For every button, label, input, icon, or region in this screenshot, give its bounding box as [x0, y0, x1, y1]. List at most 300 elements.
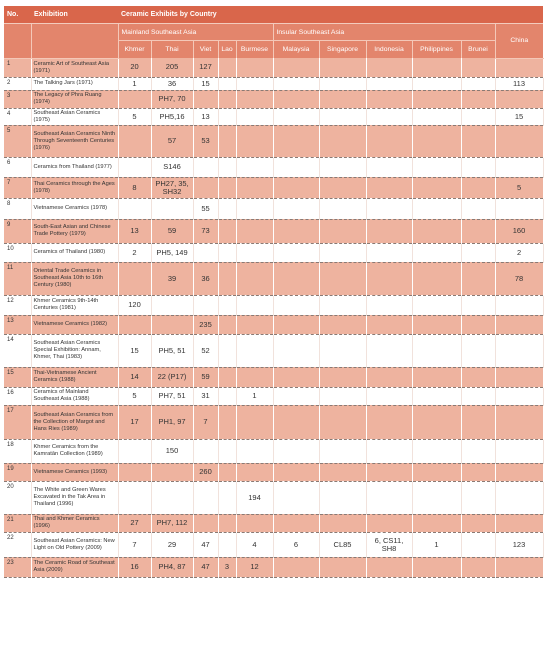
exhibit-count-cell: 12: [236, 557, 273, 577]
exhibit-count-cell: [495, 481, 543, 514]
exhibit-count-cell: [273, 243, 319, 262]
exhibit-count-cell: [319, 90, 366, 108]
exhibit-count-cell: [218, 262, 236, 295]
row-number: 18: [4, 439, 31, 463]
exhibit-count-cell: 205: [151, 58, 193, 77]
table-row: [4, 198, 543, 219]
exhibit-count-cell: [461, 295, 495, 315]
exhibit-count-cell: [366, 295, 412, 315]
exhibit-count-cell: [461, 77, 495, 90]
exhibit-count-cell: 123: [495, 532, 543, 557]
exhibit-count-cell: [218, 219, 236, 243]
exhibit-count-cell: 17: [118, 405, 151, 439]
exhibit-count-cell: [495, 514, 543, 532]
exhibit-count-cell: [461, 481, 495, 514]
exhibit-count-cell: [461, 219, 495, 243]
exhibit-count-cell: 13: [118, 219, 151, 243]
table-row: [4, 557, 543, 577]
exhibition-name: Ceramic Art of Southeast Asia (1971): [31, 58, 118, 77]
exhibition-name: The Ceramic Road of Southeast Asia (2009): [31, 557, 118, 577]
exhibit-count-cell: [319, 198, 366, 219]
exhibit-count-cell: 6, CS11, SH8: [366, 532, 412, 557]
table-row: [4, 514, 543, 532]
exhibit-count-cell: [461, 108, 495, 125]
exhibit-count-cell: [412, 125, 461, 157]
exhibit-count-cell: [366, 157, 412, 177]
exhibit-count-cell: 8: [118, 177, 151, 198]
exhibit-count-cell: [366, 315, 412, 334]
exhibit-count-cell: [236, 262, 273, 295]
exhibit-count-cell: [366, 177, 412, 198]
ceramic-exhibits-table: [4, 6, 544, 578]
exhibit-count-cell: [236, 90, 273, 108]
exhibit-count-cell: [366, 77, 412, 90]
exhibit-count-cell: [412, 58, 461, 77]
exhibit-count-cell: [151, 198, 193, 219]
exhibit-count-cell: [366, 198, 412, 219]
exhibit-count-cell: [319, 557, 366, 577]
exhibit-count-cell: [118, 315, 151, 334]
exhibit-count-cell: [412, 367, 461, 387]
exhibit-count-cell: 7: [118, 532, 151, 557]
header-country: Lao: [218, 41, 236, 59]
exhibit-count-cell: 194: [236, 481, 273, 514]
exhibit-count-cell: 5: [495, 177, 543, 198]
exhibit-count-cell: [236, 514, 273, 532]
exhibit-count-cell: 16: [118, 557, 151, 577]
exhibit-count-cell: [118, 481, 151, 514]
exhibit-count-cell: 2: [118, 243, 151, 262]
table-row: [4, 481, 543, 514]
exhibition-name: Southeast Asian Ceramics Special Exhibition: Annam, Khmer, Thai (1983): [31, 334, 118, 367]
exhibit-count-cell: 39: [151, 262, 193, 295]
exhibition-name: Thai-Vietnamese Ancient Ceramics (1988): [31, 367, 118, 387]
header-china: China: [495, 24, 543, 59]
exhibit-count-cell: [495, 439, 543, 463]
exhibit-count-cell: [236, 177, 273, 198]
exhibit-count-cell: [319, 405, 366, 439]
exhibit-count-cell: [319, 439, 366, 463]
row-number: 12: [4, 295, 31, 315]
exhibit-count-cell: 13: [193, 108, 218, 125]
exhibit-count-cell: 59: [151, 219, 193, 243]
exhibit-count-cell: [319, 262, 366, 295]
exhibit-count-cell: [236, 405, 273, 439]
exhibit-count-cell: 27: [118, 514, 151, 532]
exhibit-count-cell: [236, 125, 273, 157]
exhibit-count-cell: [412, 243, 461, 262]
exhibit-count-cell: [236, 243, 273, 262]
exhibit-count-cell: 52: [193, 334, 218, 367]
exhibit-count-cell: [236, 77, 273, 90]
exhibit-count-cell: [461, 90, 495, 108]
header-no-spacer: [4, 24, 31, 59]
exhibit-count-cell: 78: [495, 262, 543, 295]
exhibit-count-cell: [495, 125, 543, 157]
exhibit-count-cell: [366, 90, 412, 108]
exhibit-count-cell: [218, 243, 236, 262]
header-country: Philippines: [412, 41, 461, 59]
row-number: 4: [4, 108, 31, 125]
exhibit-count-cell: [366, 125, 412, 157]
exhibit-count-cell: [366, 219, 412, 243]
table-row: [4, 58, 543, 77]
table-container: [4, 6, 544, 578]
exhibit-count-cell: 1: [118, 77, 151, 90]
row-number: 19: [4, 463, 31, 481]
exhibition-name: Ceramics of Mainland Southeast Asia (1988): [31, 387, 118, 405]
exhibit-count-cell: [218, 439, 236, 463]
exhibit-count-cell: [273, 334, 319, 367]
row-number: 21: [4, 514, 31, 532]
exhibit-count-cell: PH1, 97: [151, 405, 193, 439]
exhibit-count-cell: PH7, 70: [151, 90, 193, 108]
exhibit-count-cell: [218, 387, 236, 405]
exhibit-count-cell: 14: [118, 367, 151, 387]
exhibit-count-cell: [412, 108, 461, 125]
exhibit-count-cell: [366, 439, 412, 463]
exhibit-count-cell: [319, 295, 366, 315]
table-row: [4, 262, 543, 295]
exhibit-count-cell: [319, 334, 366, 367]
exhibit-count-cell: S146: [151, 157, 193, 177]
exhibit-count-cell: [273, 557, 319, 577]
header-country: Brunei: [461, 41, 495, 59]
exhibition-name: Southeast Asian Ceramics Ninth Through Seventeenth Centuries (1976): [31, 125, 118, 157]
exhibit-count-cell: [412, 219, 461, 243]
exhibit-count-cell: [366, 243, 412, 262]
exhibit-count-cell: 47: [193, 557, 218, 577]
exhibit-count-cell: [412, 481, 461, 514]
exhibit-count-cell: [412, 334, 461, 367]
exhibit-count-cell: [461, 334, 495, 367]
exhibit-count-cell: [412, 198, 461, 219]
exhibition-name: Oriental Trade Ceramics in Southeast Asia 10th to 16th Century (1980): [31, 262, 118, 295]
table-row: [4, 405, 543, 439]
exhibit-count-cell: 5: [118, 387, 151, 405]
exhibit-count-cell: 36: [151, 77, 193, 90]
exhibit-count-cell: [461, 198, 495, 219]
exhibit-count-cell: [319, 219, 366, 243]
exhibit-count-cell: 36: [193, 262, 218, 295]
exhibit-count-cell: PH7, 112: [151, 514, 193, 532]
row-number: 3: [4, 90, 31, 108]
exhibition-name: The Talking Jars (1971): [31, 77, 118, 90]
exhibit-count-cell: [461, 557, 495, 577]
exhibition-name: Khmer Ceramics from the Kamratān Collection (1989): [31, 439, 118, 463]
exhibit-count-cell: 160: [495, 219, 543, 243]
exhibit-count-cell: [193, 90, 218, 108]
exhibition-name: Southeast Asian Ceramics from the Collection of Margot and Hans Ries (1989): [31, 405, 118, 439]
table-row: [4, 77, 543, 90]
exhibit-count-cell: 31: [193, 387, 218, 405]
exhibition-name: Khmer Ceramics 9th-14th Centuries (1981): [31, 295, 118, 315]
exhibit-count-cell: [461, 177, 495, 198]
exhibit-count-cell: [366, 557, 412, 577]
exhibit-count-cell: [461, 405, 495, 439]
exhibition-name: Ceramics from Thailand (1977): [31, 157, 118, 177]
table-row: [4, 219, 543, 243]
exhibit-count-cell: [118, 439, 151, 463]
exhibit-count-cell: [236, 295, 273, 315]
exhibit-count-cell: [218, 77, 236, 90]
exhibit-count-cell: [218, 334, 236, 367]
exhibit-count-cell: [412, 90, 461, 108]
row-number: 6: [4, 157, 31, 177]
exhibit-count-cell: CL85: [319, 532, 366, 557]
row-number: 7: [4, 177, 31, 198]
exhibit-count-cell: [461, 514, 495, 532]
exhibit-count-cell: [218, 463, 236, 481]
exhibit-count-cell: 55: [193, 198, 218, 219]
exhibit-count-cell: [193, 243, 218, 262]
exhibit-count-cell: [218, 157, 236, 177]
exhibit-count-cell: 20: [118, 58, 151, 77]
exhibit-count-cell: [366, 514, 412, 532]
exhibit-count-cell: 5: [118, 108, 151, 125]
exhibit-count-cell: 4: [236, 532, 273, 557]
exhibit-count-cell: [151, 463, 193, 481]
exhibit-count-cell: [366, 387, 412, 405]
exhibit-count-cell: [236, 315, 273, 334]
row-number: 15: [4, 367, 31, 387]
exhibit-count-cell: [495, 405, 543, 439]
exhibit-count-cell: [273, 219, 319, 243]
exhibit-count-cell: 2: [495, 243, 543, 262]
exhibit-count-cell: [236, 58, 273, 77]
exhibit-count-cell: [218, 198, 236, 219]
exhibit-count-cell: 7: [193, 405, 218, 439]
exhibit-count-cell: [461, 315, 495, 334]
exhibition-name: Thai and Khmer Ceramics (1996): [31, 514, 118, 532]
exhibit-count-cell: PH4, 87: [151, 557, 193, 577]
exhibit-count-cell: [495, 557, 543, 577]
exhibit-count-cell: [273, 58, 319, 77]
exhibit-count-cell: [273, 262, 319, 295]
exhibit-count-cell: [236, 198, 273, 219]
exhibit-count-cell: [495, 157, 543, 177]
exhibit-count-cell: [495, 315, 543, 334]
table-row: [4, 439, 543, 463]
exhibition-name: The Legacy of Phra Ruang (1974): [31, 90, 118, 108]
exhibit-count-cell: [319, 463, 366, 481]
exhibit-count-cell: [273, 387, 319, 405]
exhibit-count-cell: [495, 463, 543, 481]
exhibit-count-cell: [319, 77, 366, 90]
exhibit-count-cell: [218, 315, 236, 334]
exhibition-name: Ceramics of Thailand (1980): [31, 243, 118, 262]
exhibit-count-cell: [319, 315, 366, 334]
exhibit-count-cell: [319, 481, 366, 514]
exhibit-count-cell: [273, 295, 319, 315]
exhibit-count-cell: [319, 367, 366, 387]
exhibit-count-cell: [495, 295, 543, 315]
exhibit-count-cell: [319, 157, 366, 177]
exhibit-count-cell: [236, 219, 273, 243]
row-number: 10: [4, 243, 31, 262]
exhibition-name: Southeast Asian Ceramics: New Light on Old Pottery (2009): [31, 532, 118, 557]
exhibit-count-cell: [236, 157, 273, 177]
header-country: Thai: [151, 41, 193, 59]
table-row: [4, 367, 543, 387]
header-no: No.: [4, 6, 31, 24]
table-row: [4, 243, 543, 262]
exhibit-count-cell: 150: [151, 439, 193, 463]
exhibit-count-cell: PH5, 51: [151, 334, 193, 367]
exhibit-count-cell: [273, 108, 319, 125]
exhibition-name: Southeast Asian Ceramics (1975): [31, 108, 118, 125]
row-number: 8: [4, 198, 31, 219]
exhibit-count-cell: [236, 463, 273, 481]
exhibition-name: Vietnamese Ceramics (1982): [31, 315, 118, 334]
exhibit-count-cell: [495, 334, 543, 367]
exhibit-count-cell: [319, 387, 366, 405]
exhibit-count-cell: [273, 177, 319, 198]
exhibit-count-cell: [118, 198, 151, 219]
exhibit-count-cell: [461, 532, 495, 557]
exhibit-count-cell: [218, 177, 236, 198]
exhibit-count-cell: 1: [412, 532, 461, 557]
exhibit-count-cell: [273, 90, 319, 108]
exhibit-count-cell: 59: [193, 367, 218, 387]
exhibit-count-cell: 1: [236, 387, 273, 405]
exhibit-count-cell: [273, 125, 319, 157]
header-country: Indonesia: [366, 41, 412, 59]
exhibit-count-cell: [218, 125, 236, 157]
header-exhibition: Exhibition: [31, 6, 118, 24]
exhibit-count-cell: [273, 514, 319, 532]
exhibit-count-cell: [319, 125, 366, 157]
exhibit-count-cell: [461, 58, 495, 77]
exhibit-count-cell: [461, 262, 495, 295]
exhibit-count-cell: [273, 77, 319, 90]
table-row: [4, 108, 543, 125]
exhibit-count-cell: [118, 463, 151, 481]
exhibit-count-cell: [366, 58, 412, 77]
exhibit-count-cell: [218, 405, 236, 439]
exhibit-count-cell: [495, 387, 543, 405]
exhibit-count-cell: [495, 367, 543, 387]
exhibit-count-cell: 53: [193, 125, 218, 157]
exhibit-count-cell: [366, 262, 412, 295]
header-country: Malaysia: [273, 41, 319, 59]
table-row: [4, 334, 543, 367]
exhibition-name: The White and Green Wares Excavated in the Tak Area in Thailand (1996): [31, 481, 118, 514]
exhibit-count-cell: [412, 315, 461, 334]
exhibit-count-cell: [412, 439, 461, 463]
exhibit-count-cell: [273, 405, 319, 439]
exhibit-count-cell: PH27, 35, SH32: [151, 177, 193, 198]
exhibit-count-cell: [151, 295, 193, 315]
exhibit-count-cell: 127: [193, 58, 218, 77]
exhibit-count-cell: 15: [118, 334, 151, 367]
header-ceramic-exhibits: Ceramic Exhibits by Country: [118, 6, 543, 24]
table-row: [4, 463, 543, 481]
exhibit-count-cell: [273, 157, 319, 177]
header-country: Viet: [193, 41, 218, 59]
exhibit-count-cell: [412, 514, 461, 532]
exhibit-count-cell: [193, 481, 218, 514]
table-row: [4, 177, 543, 198]
exhibit-count-cell: [366, 367, 412, 387]
exhibition-name: Vietnamese Ceramics (1978): [31, 198, 118, 219]
exhibit-count-cell: 113: [495, 77, 543, 90]
exhibit-count-cell: [461, 439, 495, 463]
exhibit-count-cell: [412, 405, 461, 439]
row-number: 13: [4, 315, 31, 334]
row-number: 17: [4, 405, 31, 439]
exhibit-count-cell: [273, 439, 319, 463]
exhibition-name: South-East Asian and Chinese Trade Pottery (1979): [31, 219, 118, 243]
exhibit-count-cell: [412, 557, 461, 577]
exhibit-count-cell: [218, 90, 236, 108]
row-number: 16: [4, 387, 31, 405]
exhibit-count-cell: 15: [193, 77, 218, 90]
exhibit-count-cell: [218, 58, 236, 77]
header-exhibition-spacer: [31, 24, 118, 59]
exhibit-count-cell: PH5, 149: [151, 243, 193, 262]
row-number: 11: [4, 262, 31, 295]
exhibit-count-cell: [319, 514, 366, 532]
exhibit-count-cell: [118, 157, 151, 177]
exhibit-count-cell: [273, 463, 319, 481]
exhibit-count-cell: [412, 177, 461, 198]
exhibit-count-cell: [273, 481, 319, 514]
header-country: Singapore: [319, 41, 366, 59]
exhibit-count-cell: [236, 334, 273, 367]
exhibit-count-cell: 29: [151, 532, 193, 557]
row-number: 22: [4, 532, 31, 557]
exhibit-count-cell: 260: [193, 463, 218, 481]
exhibit-count-cell: [461, 125, 495, 157]
exhibit-count-cell: [218, 514, 236, 532]
exhibit-count-cell: [193, 439, 218, 463]
header-country: Burmese: [236, 41, 273, 59]
exhibit-count-cell: [366, 108, 412, 125]
exhibit-count-cell: [218, 481, 236, 514]
exhibit-count-cell: 15: [495, 108, 543, 125]
row-number: 23: [4, 557, 31, 577]
exhibit-count-cell: [218, 532, 236, 557]
header-country: Khmer: [118, 41, 151, 59]
exhibit-count-cell: [273, 198, 319, 219]
exhibit-count-cell: [218, 108, 236, 125]
exhibit-count-cell: [412, 295, 461, 315]
exhibit-count-cell: [412, 157, 461, 177]
exhibit-count-cell: 22 (P17): [151, 367, 193, 387]
row-number: 5: [4, 125, 31, 157]
table-row: [4, 532, 543, 557]
table-row: [4, 157, 543, 177]
exhibit-count-cell: [495, 58, 543, 77]
exhibit-count-cell: [412, 77, 461, 90]
exhibit-count-cell: [319, 108, 366, 125]
table-row: [4, 90, 543, 108]
exhibit-count-cell: 6: [273, 532, 319, 557]
table-row: [4, 387, 543, 405]
exhibit-count-cell: 3: [218, 557, 236, 577]
header-insular: Insular Southeast Asia: [273, 24, 495, 41]
exhibit-count-cell: [236, 108, 273, 125]
exhibit-count-cell: [366, 334, 412, 367]
exhibit-count-cell: [273, 315, 319, 334]
exhibit-count-cell: [193, 514, 218, 532]
exhibit-count-cell: [461, 367, 495, 387]
exhibit-count-cell: [151, 315, 193, 334]
exhibit-count-cell: [118, 90, 151, 108]
exhibit-count-cell: [118, 125, 151, 157]
exhibit-count-cell: [319, 58, 366, 77]
